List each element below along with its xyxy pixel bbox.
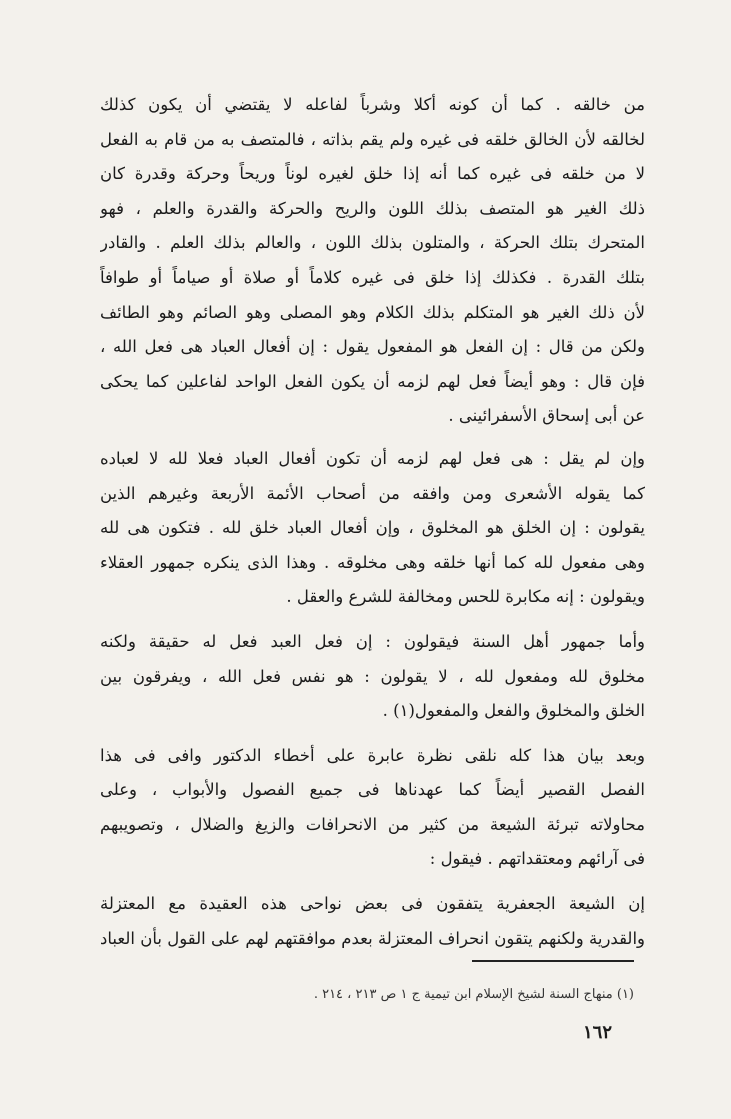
text-line: والقدرية ولكنهم يتقون انحراف المعتزلة بعدم موافقتهم لهم على القول بأن العباد <box>100 928 645 948</box>
paragraph-3 <box>100 625 645 729</box>
text-line: لأن ذلك الغير هو المتكلم بذلك الكلام وهو المصلى وهو الصائم وهو الطائف <box>100 302 645 322</box>
paragraph-4 <box>100 739 645 877</box>
text-line: ذلك الغير هو المتصف بذلك اللون والريح والحركة والقدرة والعلم ، فهو <box>100 198 645 218</box>
text-line: يقولون : إن الخلق هو المخلوق ، وإن أفعال العباد خلق لله . فتكون هى لله <box>100 518 645 538</box>
footnote-divider <box>472 960 634 962</box>
footnote: (١) منهاج السنة لشيخ الإسلام ابن تيمية ج ١ ص ٢١٣ ، ٢١٤ . <box>313 987 634 1002</box>
text-line: فى آرائهم ومعتقداتهم . فيقول : <box>429 849 645 869</box>
paragraph-5 <box>100 887 645 956</box>
text-line: عن أبى إسحاق الأسفرائينى . <box>448 406 645 426</box>
text-line: الخلق والمخلوق والفعل والمفعول(١) . <box>382 701 645 721</box>
text-line: لخالقه لأن الخالق خلقه فى غيره ولم يقم بذاته ، فالمتصف به من قام به الفعل <box>100 129 645 149</box>
text-line: مخلوق لله ومفعول لله ، لا يقولون : هو نفس فعل الله ، ويفرقون بين <box>100 666 645 686</box>
text-line: وهى مفعول لله كما أنها خلقه وهى مخلوقه . وهذا الذى ينكره جمهور العقلاء <box>100 552 645 572</box>
text-line: بتلك القدرة . فكذلك إذا خلق فى غيره كلاماً أو صلاة أو صياماً أو طوافاً <box>100 267 645 287</box>
text-line: وبعد بيان هذا كله نلقى نظرة عابرة على أخطاء الدكتور وافى فى هذا <box>100 745 645 765</box>
text-line: لا من خلقه فى غيره كما أنه إذا خلق لغيره لوناً وريحاً وحركة وقدرة كان <box>100 164 645 184</box>
text-line: وأما جمهور أهل السنة فيقولون : إن فعل العبد فعل له حقيقة ولكنه <box>100 631 645 651</box>
text-line: الفصل القصير أيضاً كما عهدناها فى جميع الفصول والأبواب ، وعلى <box>100 780 645 800</box>
text-line: فإن قال : وهو أيضاً فعل لهم لزمه أن يكون الفعل الواحد لفاعلين كما يحكى <box>100 371 645 391</box>
text-line: المتحرك بتلك الحركة ، والمتلون بذلك اللون ، والعالم بذلك العلم . والقادر <box>100 233 645 253</box>
page-number: ١٦٢ <box>582 1022 612 1043</box>
text-line: كما يقوله الأشعرى ومن وافقه من أصحاب الأئمة الأربعة وغيرهم الذين <box>100 483 645 503</box>
text-line: وإن لم يقل : هى فعل لهم لزمه أن تكون أفعال العباد فعلا لله لا لعباده <box>100 448 645 468</box>
text-line: ولكن من قال : إن الفعل هو المفعول يقول : إن أفعال العباد هى فعل الله ، <box>100 337 645 357</box>
text-line: من خالقه . كما أن كونه أكلا وشرباً لفاعله لا يقتضي أن يكون كذلك <box>100 95 645 114</box>
text-line: ويقولون : إنه مكابرة للحس ومخالفة للشرع والعقل . <box>286 587 645 607</box>
text-line: إن الشيعة الجعفرية يتفقون فى بعض نواحى هذه العقيدة مع المعتزلة <box>100 894 645 914</box>
body-text <box>100 88 645 956</box>
paragraph-2 <box>100 442 645 615</box>
paragraph-1 <box>100 88 645 434</box>
text-line: محاولاته تبرئة الشيعة من كثير من الانحرافات والزيغ والضلال ، وتصويبهم <box>100 814 645 834</box>
